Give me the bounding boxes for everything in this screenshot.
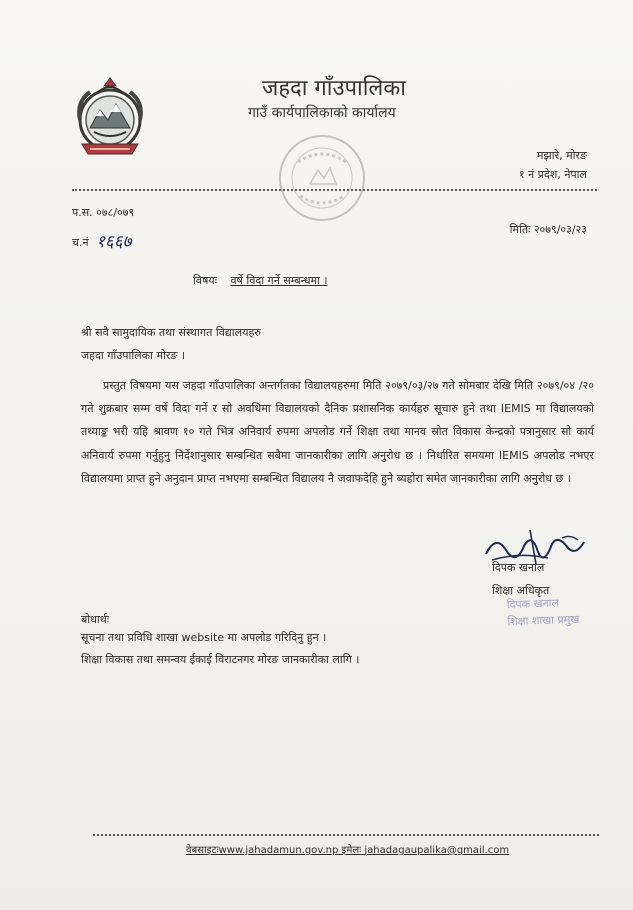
footer-divider	[93, 834, 599, 836]
email-link[interactable]: jahadagaupalika@gmail.com	[364, 845, 510, 856]
website-label: वेबसाइटः	[186, 845, 219, 856]
email-label: इमेलः	[341, 845, 362, 856]
signer-title: शिक्षा अधिकृत	[492, 584, 550, 597]
addressee-line-1: श्री सवै सामुदायिक तथा संस्थागत विद्यालयहरु	[81, 326, 261, 339]
office-name: गाउँ कार्यपालिकाको कार्यालय	[248, 105, 396, 121]
cc-line-2: शिक्षा विकास तथा समन्वय ईकाई विराटनगर मोरङ जानकारीका लागि ।	[81, 653, 360, 666]
cc-label: बोधार्थः	[81, 613, 109, 626]
subject-label: विषयः	[193, 274, 217, 287]
dispatch-ref	[72, 228, 131, 251]
website-link[interactable]: www.jahadamun.gov.np	[218, 845, 339, 856]
fiscal-year-ref: प.स. ०७८/०७९	[72, 206, 135, 219]
letter-date: मितिः २०७९/०३/२३	[509, 223, 587, 236]
address-line-2: १ नं प्रदेश, नेपाल	[518, 168, 587, 181]
letter-body: प्रस्तुत विषयमा यस जहदा गाँउपालिका अन्तर्गतका विद्यालयहरुमा मिति २०७९/०३/२७ गते सोमबार देखि मिति २०७९/०४ /२० गते शुक्रबार सम्म वर्षे विदा गर्ने र सो अवधिमा विद्यालयको दैनिक प्रशासनिक कार्यहरु सूचारु हुने तथा IEMIS मा विद्यालयको तथ्याङ्क भरी यहि श्रावण १० गते भित्र अनिवार्य रुपमा अपलोड गर्ने शिक्षा तथा मानव स्रोत विकास केन्द्रको पत्रानुसार सो कार्य अनिवार्य रुपमा गर्नुहुनु निर्देशानुसार सम्बन्धित सबैमा जानकारीका लागि अनुरोध छ । निर्धारित समयमा IEMIS अपलोड नभएर विद्यालयमा प्राप्त हुने अनुदान प्राप्त नभएमा सम्बन्धित विद्यालय नै जवाफदेहि हुने ब्यहोरा समेत जानकारीका लागि अनुरोध छ ।	[81, 379, 594, 485]
subject-line	[193, 273, 328, 288]
subject-text: वर्षे विदा गर्ने सम्बन्धमा ।	[230, 274, 328, 287]
name-stamp	[506, 594, 579, 630]
dispatch-prefix: च.नं	[72, 236, 89, 249]
cc-line-1: सूचना तथा प्रविधि शाखा website मा अपलोड गरिदिनु हुन ।	[81, 631, 327, 644]
address-line-1: मझारे, मोरङ	[536, 149, 587, 162]
header-divider	[72, 189, 597, 191]
footer-contact	[186, 842, 509, 856]
nepal-government-emblem-icon	[68, 72, 152, 162]
stamp-line-1: दिपक खनाल	[506, 596, 560, 612]
dispatch-number: १६६७	[96, 232, 132, 252]
office-seal-icon	[276, 132, 368, 224]
org-name: जहदा गाँउपालिका	[262, 76, 406, 101]
stamp-line-2: शिक्षा शाखा प्रमुख	[507, 612, 580, 629]
addressee-line-2: जहदा गाँउपालिका मोरङ ।	[81, 349, 186, 362]
signer-name: दिपक खनाल	[492, 561, 545, 574]
